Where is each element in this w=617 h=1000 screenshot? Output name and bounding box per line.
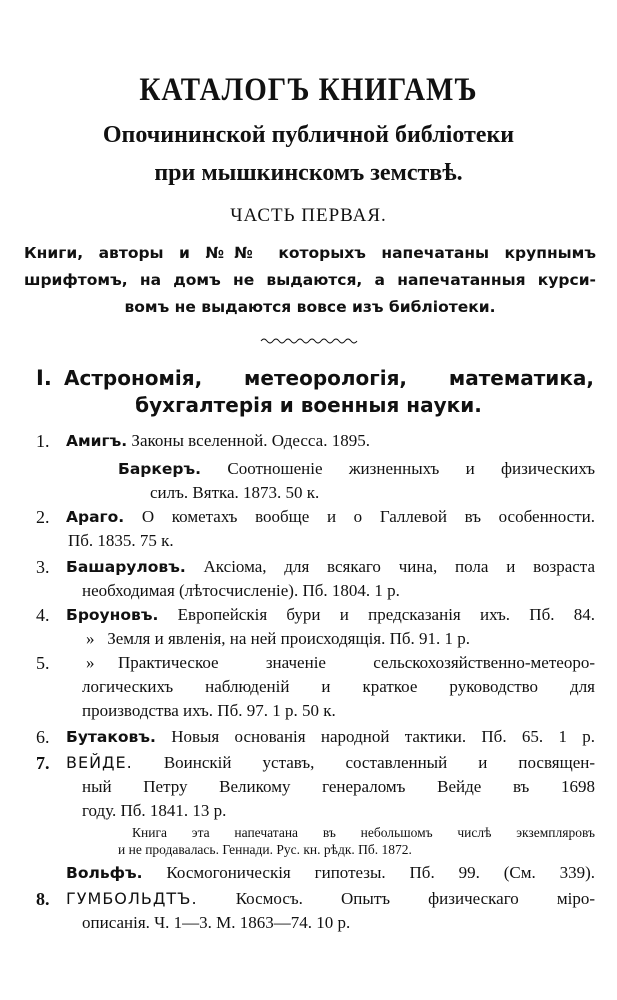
entry-author: ГУМБОЛЬДТЪ. xyxy=(66,889,198,908)
entry-number: 5. xyxy=(36,653,50,673)
entry-author: Амигъ. xyxy=(66,432,128,450)
entry-text: О кометахъ вообще и о Галлевой въ особенности. xyxy=(141,507,596,526)
entry-author: Баркеръ. xyxy=(118,460,202,478)
part-heading: ЧАСТЬ ПЕРВАЯ. xyxy=(230,205,387,226)
entry-number: 6. xyxy=(36,727,50,747)
notice-line-3: вомъ не выдаются вовсе изъ библіотеки. xyxy=(124,298,496,316)
entry-text: Аксіома, для всякаго чина, пола и возраста xyxy=(203,557,595,576)
catalog-entry xyxy=(118,458,595,480)
entry-continuation: Пб. 1835. 75 к. xyxy=(68,531,174,550)
catalog-entry xyxy=(66,604,595,626)
entry-text: Законы вселенной. Одесса. 1895. xyxy=(131,431,370,450)
entry-footnote: Книга эта напечатана въ небольшомъ числѣ экземпляровъ xyxy=(132,825,595,840)
entry-continuation: логическихъ наблюденій и краткое руководство для xyxy=(82,677,595,696)
catalog-entry xyxy=(66,430,370,452)
section-title-line-1: Астрономія, метеорологія, математика, xyxy=(64,366,594,390)
entry-continuation: силъ. Вятка. 1873. 50 к. xyxy=(150,483,320,502)
entry-author: Броуновъ. xyxy=(66,606,159,624)
ditto-mark: » xyxy=(86,653,95,672)
entry-continuation: производства ихъ. Пб. 97. 1 р. 50 к. xyxy=(82,701,336,720)
entry-number: 2. xyxy=(36,507,50,527)
section-number: I. xyxy=(36,366,52,390)
entry-number: 3. xyxy=(36,557,50,577)
entry-text: Земля и явленія, на ней происходящія. Пб. 91. 1 р. xyxy=(107,629,471,648)
entry-number: 1. xyxy=(36,431,50,451)
entry-number: 4. xyxy=(36,605,50,625)
catalog-entry xyxy=(66,888,595,910)
entry-footnote: и не продавалась. Геннади. Рус. кн. рѣдк. Пб. 1872. xyxy=(118,842,412,857)
entry-text: Космогоническія гипотезы. Пб. 99. (См. 339). xyxy=(166,863,596,882)
library-location: при мышкинскомъ земствѣ. xyxy=(154,160,463,186)
entry-text: Воинскій уставъ, составленный и посвящен- xyxy=(163,753,595,772)
catalog-title: КАТАЛОГЪ КНИГАМЪ xyxy=(139,72,478,108)
entry-author: Араго. xyxy=(66,508,125,526)
entry-text: Новыя основанія народной тактики. Пб. 65. 1 р. xyxy=(171,727,595,746)
catalog-entry xyxy=(66,726,595,748)
entry-author: Бутаковъ. xyxy=(66,728,156,746)
catalog-entry xyxy=(66,506,595,528)
catalog-entry: Практическое значеніе сельскохозяйственно-метеоро- xyxy=(118,653,595,672)
ornament-divider xyxy=(259,336,359,346)
entry-text: Соотношеніе жизненныхъ и физическихъ xyxy=(227,459,595,478)
catalog-entry xyxy=(66,752,595,774)
entry-number: 7. xyxy=(36,753,50,773)
entry-author: Вольфъ. xyxy=(66,864,143,882)
entry-continuation: описанія. Ч. 1—3. М. 1863—74. 10 р. xyxy=(82,913,351,932)
entry-number: 8. xyxy=(36,889,50,909)
notice-line-1: Книги, авторы и №№ которыхъ напечатаны крупнымъ xyxy=(24,244,596,262)
ditto-mark: » xyxy=(86,629,95,648)
entry-text: Космосъ. Опытъ физическаго міро- xyxy=(235,889,595,908)
entry-continuation: необходимая (лѣтосчисленіе). Пб. 1804. 1 р. xyxy=(82,581,400,600)
entry-text: Европейскія бури и предсказанія ихъ. Пб. 84. xyxy=(177,605,595,624)
catalog-entry xyxy=(66,556,595,578)
library-name: Опочининской публичной библіотеки xyxy=(102,122,515,148)
entry-continuation: году. Пб. 1841. 13 р. xyxy=(82,801,227,820)
notice-line-2: шрифтомъ, на домъ не выдаются, а напечатанныя курси- xyxy=(24,271,596,289)
catalog-entry xyxy=(66,862,595,884)
catalog-entry xyxy=(86,628,470,650)
entry-continuation: ный Петру Великому генераломъ Вейде въ 1698 xyxy=(82,777,595,796)
entry-author: ВЕЙДЕ. xyxy=(66,753,133,772)
entry-author: Башаруловъ. xyxy=(66,558,186,576)
section-title-line-2: бухгалтерія и военныя науки. xyxy=(135,393,482,417)
